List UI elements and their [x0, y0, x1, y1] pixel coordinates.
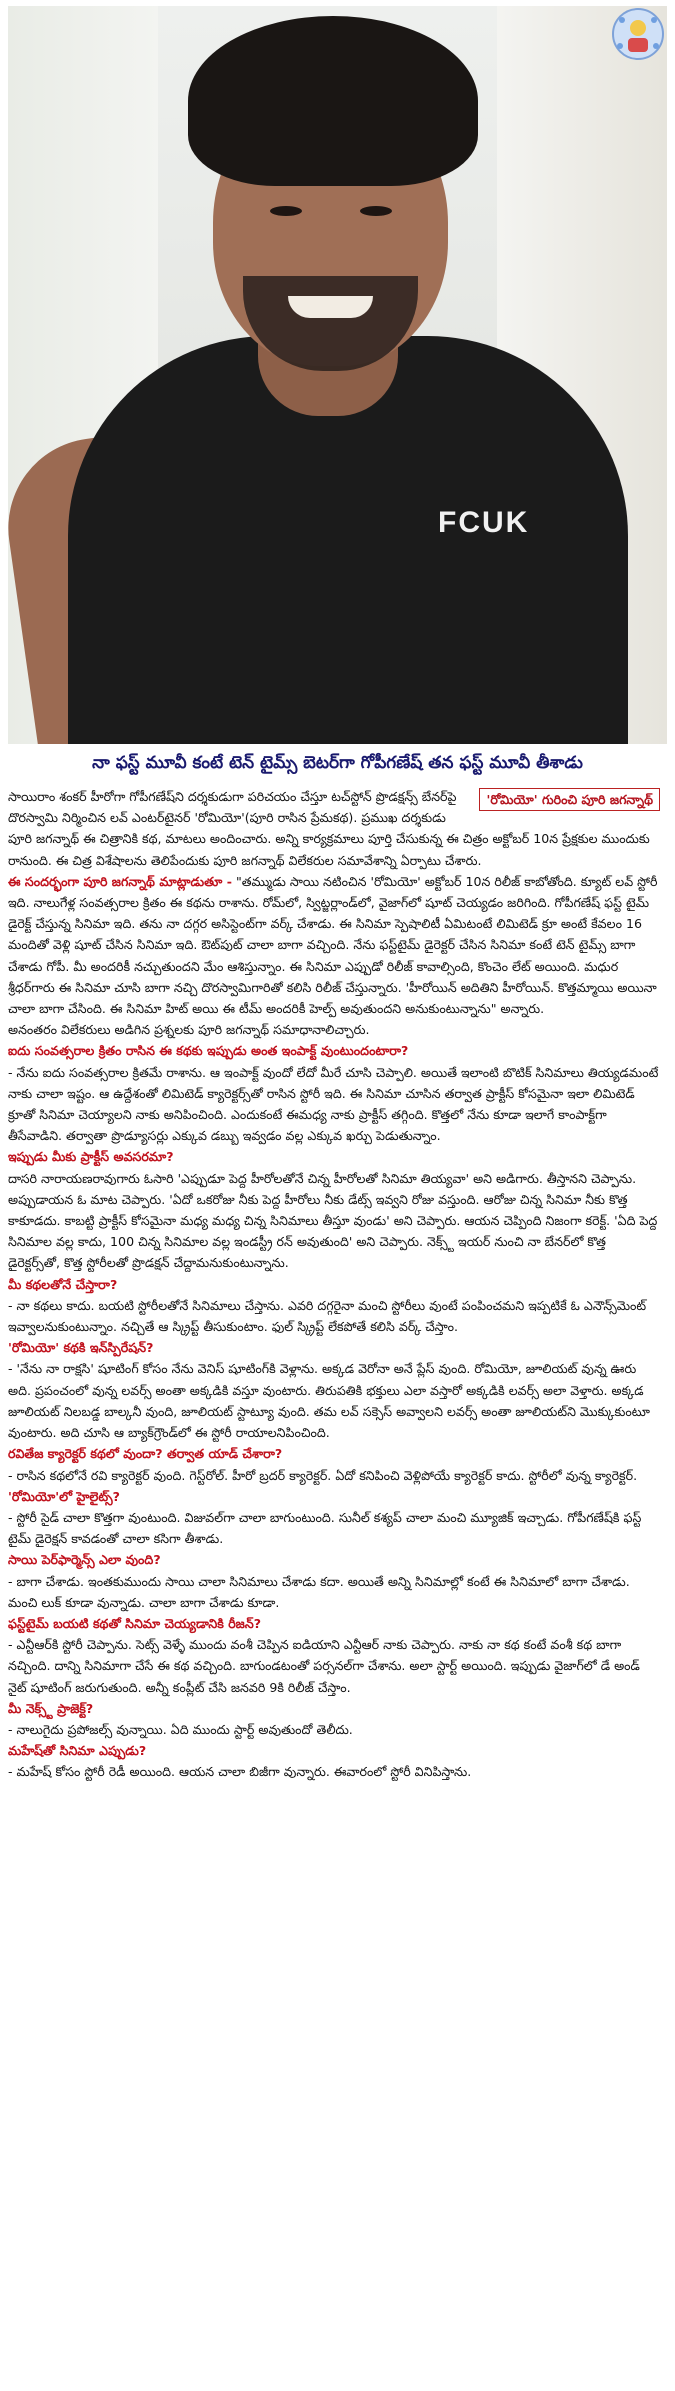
photo-hair [188, 16, 478, 186]
answer-6: - స్టోరీ సైడ్ చాలా కొత్తగా వుంటుంది. విజువల్‌గా చాలా బాగుంటుంది. సునీల్ కశ్యప్ చాలా మంచి మ్యూజిక్ ఇచ్చాడు. గోపీగణేష్‌కి ఫస్ట్ టైమ్ డైరెక్షన్ కావడంతో చాలా కసిగా తీశాడు. [8, 1509, 642, 1547]
lead-body: "తమ్ముడు సాయి నటించిన 'రోమియో' అక్టోబర్ 10న రిలీజ్ కాబోతోంది. క్యూట్ లవ్ స్టోరీ ఇది. నాలుగేెళ్ల సంవత్సరాల క్రితం ఈ కథను రాశాను. రోమ్‌లో, స్విట్జర్లాండ్‌లో, వైజాగ్‌లో షూట్ చెయ్యడం జరిగింది. గోపీగణేష్ ఫస్ట్ టైమ్ డైరెక్ట్ చేస్తున్న సినిమా ఇది. తను నా దగ్గర అసిస్టెంట్‌గా వర్క్ చేశాడు. ఈ సినిమా స్పెషాలిటీ ఏమిటంటే లిమిటెడ్ క్రూ అంటే కేవలం 16 మందితో వెళ్లి షూట్ చేసిన సినిమా ఇది. ఔట్‌పుట్ చాలా బాగా వచ్చింది. నేను ఫస్ట్‌టైమ్ డైరెక్టర్ చేసిన సినిమా కంటే టెన్ టైమ్స్ బాగా చేశాడు గోపీ. మీ అందరికీ నచ్చుతుందని మేం ఆశిస్తున్నాం. ఈ సినిమా ఎప్పుడో రిలీజ్ కావాల్సింది, కొంచెం లేట్ అయింది. మధుర శ్రీధర్‌గారు ఈ సినిమా చూసి బాగా నచ్చి దొరస్వామిగారితో కలిసి రిలీజ్ చేస్తున్నారు. 'హీరోయిన్ అదితిని హీరోయిన్. కొత్తమ్మాయి అయినా చాలా బాగా చేసింది. ఈ సినిమా హిట్ అయి ఈ టీమ్ అందరికీ హెల్ప్ అవుతుందని అనుకుంటున్నాను" అన్నారు. [8, 873, 658, 1017]
question-9: మీ నెక్స్ట్ ప్రాజెక్ట్? [8, 1700, 94, 1716]
answer-8: - ఎన్టీఆర్‌కి స్టోరీ చెప్పాను. సెట్స్ వెళ్ళే ముందు వంశీ చెప్పిన ఐడియాని ఎన్టీఆర్ నాకు చెప్పారు. నాకు నా కథ కంటే వంశీ కథ బాగా నచ్చింది. దాన్ని సినిమాగా చేసే ఈ కథ వచ్చింది. బాగుండటంతో పర్సనల్‌గా చేశాను. అలా స్టార్ట్ అయింది. ఇప్పుడు వైజాగ్‌లో డే అండ్ నైట్ షూటింగ్ జరుగుతుంది. అన్నీ కంప్లీట్ చేసి జనవరి 9కి రిలీజ్ చేస్తాం. [8, 1637, 640, 1695]
question-5: రవితేజ క్యారెక్టర్ కథలో వుందా? తర్వాత యాడ్ చేశారా? [8, 1446, 283, 1462]
intro-paragraph: సాయిరాం శంకర్ హీరోగా గోపీగణేష్‌ని దర్శకుడుగా పరిచయం చేస్తూ టచ్‌స్టోన్ ప్రొడక్షన్స్ బేనర్‌పై దొరస్వామి నిర్మించిన లవ్ ఎంటర్‌టైనర్ 'రోమియో'(పూరి రాసిన ప్రేమకథ). ప్రముఖ దర్శకుడు పూరి జగన్నాథ్ ఈ చిత్రానికి కథ, మాటలు అందించారు. అన్ని కార్యక్రమాలు పూర్తి చేసుకున్న ఈ చిత్రం అక్టోబర్ 10న ప్రేక్షకుల ముందుకు రానుంది. ఈ చిత్ర విశేషాలను తెలిపేందుకు పూరి జగన్నాథ్ విలేకరుల సమావేశాన్ని ఏర్పాటు చేశారు. [8, 789, 650, 868]
photo-shirt-logo: FCUK [438, 506, 530, 539]
site-logo-icon [610, 6, 666, 62]
question-1: ఐదు సంవత్సరాల క్రితం రాసిన ఈ కథకు ఇప్పుడు అంత ఇంపాక్ట్ వుంటుందంటారా? [8, 1043, 409, 1059]
question-7: సాయి పెర్‌ఫార్మెన్స్ ఎలా వుంది? [8, 1552, 161, 1568]
answer-4: - 'నేను నా రాక్షసి' షూటింగ్ కోసం నేను వెనిస్ షూటింగ్‌కి వెళ్లాను. అక్కడ వెరోనా అనే ప్లేస్ వుంది. రోమియో, జూలియట్ వున్న ఊరు అది. ప్రపంచంలో వున్న లవర్స్ అంతా అక్కడికి వస్తూ వుంటారు. తిరుపతికి భక్తులు ఎలా వస్తారో అక్కడికి లవర్స్ అలా వెళ్తారు. అక్కడ జూలియట్ నిలబడ్డ బాల్కనీ వుంది, జూలియట్ స్టాట్యూ వుంది. తమ లవ్ సక్సెస్ అవ్వాలని లవర్స్ అంతా జూలియట్‌ని మొక్కుకుంటూ వుంటారు. అది చూసి ఆ బ్యాక్‌గ్రౌండ్‌లో ఈ స్టోరీ రాయాలనిపించింది. [8, 1361, 650, 1441]
answer-2: దాసరి నారాయణరావుగారు ఓసారి 'ఎప్పుడూ పెద్ద హీరోలతోనే చిన్న హీరోలతో సినిమా తియ్యవా' అని అడిగారు. తీస్తానని చెప్పాను. అప్పుడాయన ఓ మాట చెప్పారు. 'ఏదో ఒకరోజు నీకు పెద్ద హీరోలు నీకు డేట్స్ ఇవ్వని రోజు వస్తుంది. ఆరోజు చిన్న సినిమా నీకు కొత్త కాకూడదు. కాబట్టి ప్రాక్టీస్ కోసమైనా మధ్య మధ్య చిన్న సినిమాలు తీస్తూ వుండు' అని చెప్పారు. ఆయన చెప్పింది నిజంగా కరెక్ట్. 'ఏది పెద్ద సినిమాల వల్ల కాదు, 100 చిన్న సినిమాల వల్ల ఇండస్ట్రీ రన్ అవుతుంది' అని చెప్పారు. నెక్స్ట్ ఇయర్ నుంచి నా బేనర్‌లో కొత్త డైరెక్టర్స్‌తో, కొత్త స్టోరీలతో ప్రొడక్షన్ చేద్దామనుకుంటున్నాను. [8, 1170, 658, 1271]
photo-eye-left [270, 206, 302, 216]
answer-10: - మహేష్ కోసం స్టోరీ రెడీ అయింది. ఆయన చాలా బిజీగా వున్నారు. ఈవారంలో స్టోరీ వినిపిస్తాను. [8, 1764, 472, 1780]
box-title: 'రోమియో' గురించి పూరి జగన్నాథ్ [479, 788, 660, 811]
question-8: ఫస్ట్‌టైమ్ బయటి కథతో సినిమా చెయ్యడానికి రీజన్? [8, 1615, 262, 1631]
answer-3: - నా కథలు కాదు. బయటి స్టోరీలతోనే సినిమాలు చేస్తాను. ఎవరి దగ్గరైనా మంచి స్టోరీలు వుంటే పంపించమని ఇప్పటికే ఓ ఎనౌన్స్‌మెంట్ ఇవ్వాలనుకుంటున్నాం. నచ్చితే ఆ స్క్రిప్ట్ తీసుకుంటాం. ఫుల్ స్క్రిప్ట్ లేకపోతే కలిసి వర్క్ చేస్తాం. [8, 1297, 647, 1335]
question-3: మీ కథలతోనే చేస్తారా? [8, 1276, 118, 1292]
question-2: ఇప్పుడు మీకు ప్రాక్టీస్ అవసరమా? [8, 1149, 174, 1165]
answer-9: - నాలుగైదు ప్రపోజల్స్ వున్నాయి. ఏది ముందు స్టార్ట్ అవుతుందో తెలీదు. [8, 1721, 353, 1737]
question-6: 'రోమియో'లో హైలైట్స్? [8, 1488, 120, 1504]
answer-5: - రాసిన కథలోనే రవి క్యారెక్టర్ వుంది. గెస్ట్‌రోల్. హీరో బ్రదర్ క్యారెక్టర్. ఏదో కనిపించి వెళ్లిపోయే క్యారెక్టర్ కాదు. స్టోరీలో వున్న క్యారెక్టర్. [8, 1467, 638, 1483]
outro-paragraph: అనంతరం విలేకరులు అడిగిన ప్రశ్నలకు పూరి జగన్నాథ్ సమాధానాలిచ్చారు. [8, 1022, 370, 1038]
hero-photo [8, 6, 667, 744]
answer-7: - బాగా చేశాడు. ఇంతకుముందు సాయి చాలా సినిమాలు చేశాడు కదా. అయితే అన్ని సినిమాల్లో కంటే ఈ సినిమాలో బాగా చేశాడు. మంచి లుక్ కూడా వున్నాడు. చాలా బాగా చేశాడు కూడా. [8, 1573, 630, 1610]
photo-eye-right [360, 206, 392, 216]
question-4: 'రోమియో' కథకి ఇన్‌స్పిరేషన్? [8, 1340, 154, 1356]
lead-label: ఈ సందర్భంగా పూరి జగన్నాథ్ మాట్లాడుతూ - [8, 873, 232, 889]
answer-1: - నేను ఐదు సంవత్సరాల క్రితమే రాశాను. ఆ ఇంపాక్ట్ వుందో లేదో మీరే చూసి చెప్పాలి. అయితే ఇలాంటి బొటిక్ సినిమాలు తియ్యడమంటే నాకు చాలా ఇష్టం. ఆ ఉద్దేశంతో లిమిటెడ్ క్యారెక్టర్స్‌తో రాసిన స్టోరీ ఇది. ఈ సినిమా చూసిన తర్వాత ప్రాక్టీస్ కోసమైనా ఇలా లిమిటెడ్ క్రూతో సినిమా చెయ్యాలని నాకు అనిపించింది. ఎందుకంటే ఈమధ్య నాకు ప్రాక్టీస్ తగ్గింది. కొత్తలో నేను కూడా ఇలాగే కాంపాక్ట్‌గా తీసేవాడిని. తర్వాతా ప్రొడ్యూసర్లు ఎక్కువ డబ్బు ఇవ్వడం వల్ల ఎక్కువ ఖర్చు పెడుతున్నాం. [8, 1064, 659, 1144]
lead-paragraph [8, 871, 660, 1019]
article-body [8, 786, 660, 1783]
photo-smile [288, 296, 373, 318]
question-10: మహేష్‌తో సినిమా ఎప్పుడు? [8, 1743, 147, 1759]
headline: నా ఫస్ట్ మూవీ కంటే టెన్ టైమ్స్ బెటర్‌గా గోపీగణేష్ తన ఫస్ట్ మూవీ తీశాడు [92, 753, 583, 773]
